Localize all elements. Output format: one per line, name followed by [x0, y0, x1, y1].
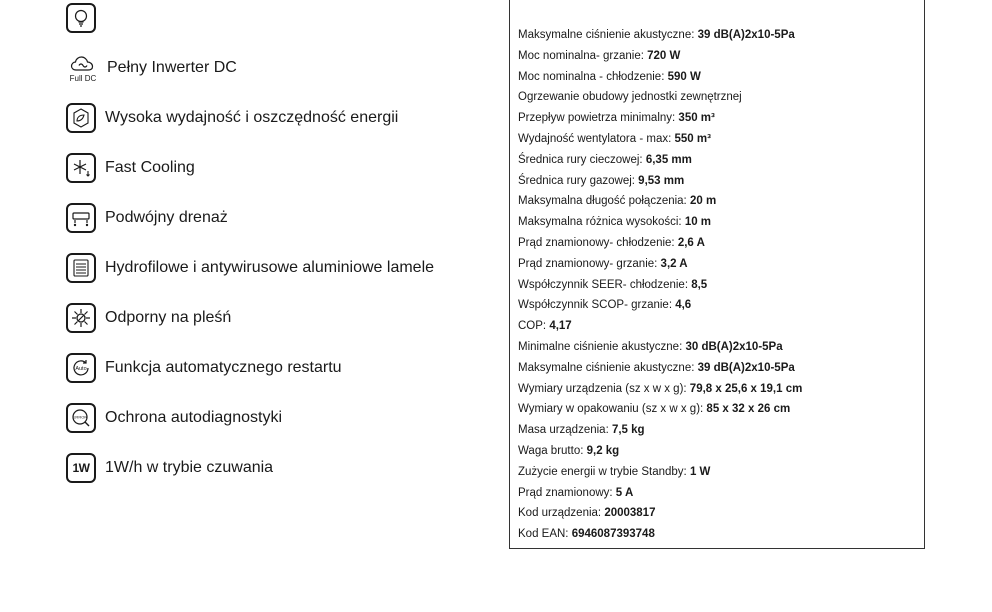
- feature-item: [66, 298, 231, 338]
- feature-label: Hydrofilowe i antywirusowe aluminiowe lamele: [105, 259, 435, 276]
- icon-caption: ERROR: [72, 414, 88, 420]
- spec-value: 20003817: [604, 507, 656, 520]
- spec-value: 8,5: [691, 278, 708, 291]
- spec-row: [518, 171, 802, 192]
- spec-label: Kod EAN:: [518, 528, 572, 541]
- spec-label: Współczynnik SEER- chłodzenie:: [518, 278, 692, 291]
- spec-value: 350 m³: [678, 112, 715, 125]
- spec-row: [518, 379, 802, 400]
- feature-label: Wysoka wydajność i oszczędność energii: [105, 109, 399, 126]
- spec-row: [518, 337, 802, 358]
- spec-value: 3,2 A: [660, 257, 688, 270]
- feature-label: Funkcja automatycznego restartu: [105, 359, 342, 376]
- spec-label: Wymiary urządzenia (sz x w x g):: [518, 382, 690, 395]
- feature-label: Fast Cooling: [105, 159, 195, 176]
- feature-item: [66, 448, 273, 488]
- feature-label: Podwójny drenaż: [105, 209, 228, 226]
- feature-item: [66, 0, 105, 38]
- spec-label: Przepływ powietrza minimalny:: [518, 112, 679, 125]
- feature-item: [66, 348, 342, 388]
- standby-1w-icon: [66, 453, 96, 483]
- spec-label: Wymiary w opakowaniu (sz x w x g):: [518, 403, 707, 416]
- spec-panel: [509, 0, 925, 549]
- spec-value: 4,6: [675, 299, 692, 312]
- spec-value: 20 m: [689, 195, 717, 208]
- spec-value: 30 dB(A)2x10-5Pa: [685, 340, 783, 353]
- spec-row: [518, 483, 802, 504]
- spec-label: Maksymalne ciśnienie akustyczne:: [518, 29, 698, 41]
- spec-label: Minimalne ciśnienie akustyczne:: [518, 340, 686, 353]
- feature-item: [66, 198, 228, 238]
- fins-icon: [66, 253, 96, 283]
- spec-row: [518, 275, 802, 296]
- spec-value: 590 W: [667, 70, 701, 83]
- spec-label: Maksymalne ciśnienie akustyczne:: [518, 361, 698, 374]
- icon-caption: 1W: [72, 461, 90, 475]
- icon-caption: Full DC: [69, 73, 97, 83]
- full-dc-inverter-icon: [66, 51, 100, 85]
- spec-label: Współczynnik SCOP- grzanie:: [518, 299, 676, 312]
- spec-value: 39 dB(A)2x10-5Pa: [697, 29, 795, 41]
- feature-item: [66, 398, 282, 438]
- feature-item: [66, 148, 195, 188]
- spec-value: 85 x 32 x 26 cm: [706, 403, 791, 416]
- spec-label: Wydajność wentylatora - max:: [518, 132, 675, 145]
- spec-value: 550 m³: [674, 132, 711, 145]
- spec-label: Masa urządzenia:: [518, 424, 612, 437]
- spec-label: Prąd znamionowy- chłodzenie:: [518, 236, 678, 249]
- energy-efficiency-icon: [66, 103, 96, 133]
- feature-label: Odporny na pleśń: [105, 309, 232, 326]
- spec-label: Średnica rury gazowej:: [518, 174, 639, 187]
- spec-label: Średnica rury cieczowej:: [518, 153, 646, 166]
- spec-row: [518, 503, 802, 524]
- spec-value: 9,2 kg: [586, 444, 620, 457]
- spec-value: 720 W: [647, 49, 681, 62]
- spec-value: 5 A: [615, 486, 634, 499]
- spec-value: 1 W: [689, 465, 711, 478]
- spec-value: 10 m: [684, 216, 712, 229]
- spec-label: COP:: [518, 320, 550, 333]
- spec-value: 2,6 A: [677, 236, 705, 249]
- spec-row: [518, 67, 802, 88]
- feature-label: 1W/h w trybie czuwania: [105, 459, 274, 476]
- spec-value: 4,17: [549, 320, 572, 333]
- spec-row: [518, 358, 802, 379]
- spec-row: [518, 25, 802, 46]
- spec-value: 39 dB(A)2x10-5Pa: [697, 361, 795, 374]
- spec-label: Prąd znamionowy:: [518, 486, 616, 499]
- feature-item: [66, 98, 398, 138]
- spec-value: 79,8 x 25,6 x 19,1 cm: [689, 382, 803, 395]
- spec-value: 6946087393748: [571, 528, 655, 541]
- spec-row: [518, 316, 802, 337]
- spec-row: [518, 191, 802, 212]
- spec-row: [518, 87, 802, 108]
- spec-row: [518, 212, 802, 233]
- icon-caption: Auto: [75, 366, 87, 372]
- spec-row: [518, 108, 802, 129]
- spec-label: Maksymalna długość połączenia:: [518, 195, 690, 208]
- spec-row: [518, 420, 802, 441]
- feature-label: Pełny Inwerter DC: [107, 59, 237, 76]
- spec-value: 7,5 kg: [611, 424, 645, 437]
- spec-label: Prąd znamionowy- grzanie:: [518, 257, 661, 270]
- spec-row: [518, 233, 802, 254]
- spec-row: [518, 462, 802, 483]
- spec-label: Moc nominalna- grzanie:: [518, 49, 648, 62]
- spec-row: [518, 150, 802, 171]
- auto-restart-icon: [66, 353, 96, 383]
- double-drain-icon: [66, 203, 96, 233]
- feature-label: Ochrona autodiagnostyki: [105, 409, 282, 426]
- spec-list: [518, 25, 802, 545]
- spec-value: 9,53 mm: [638, 174, 685, 187]
- mold-resistant-icon: [66, 303, 96, 333]
- spec-row: [518, 46, 802, 67]
- snowflake-icon: [66, 153, 96, 183]
- spec-row: [518, 399, 802, 420]
- spec-row: [518, 524, 802, 545]
- spec-row: [518, 441, 802, 462]
- bulb-icon: [66, 3, 96, 33]
- spec-label: Zużycie energii w trybie Standby:: [518, 465, 690, 478]
- feature-item: [66, 248, 434, 288]
- spec-label: Moc nominalna - chłodzenie:: [518, 70, 668, 83]
- feature-item: [66, 48, 237, 88]
- spec-row: [518, 254, 802, 275]
- spec-row: [518, 295, 802, 316]
- spec-value: 6,35 mm: [645, 153, 692, 166]
- spec-label: Waga brutto:: [518, 444, 587, 457]
- spec-label: Ogrzewanie obudowy jednostki zewnętrznej: [518, 91, 742, 104]
- spec-label: Kod urządzenia:: [518, 507, 605, 520]
- spec-row: [518, 129, 802, 150]
- spec-label: Maksymalna różnica wysokości:: [518, 216, 685, 229]
- self-diagnosis-icon: [66, 403, 96, 433]
